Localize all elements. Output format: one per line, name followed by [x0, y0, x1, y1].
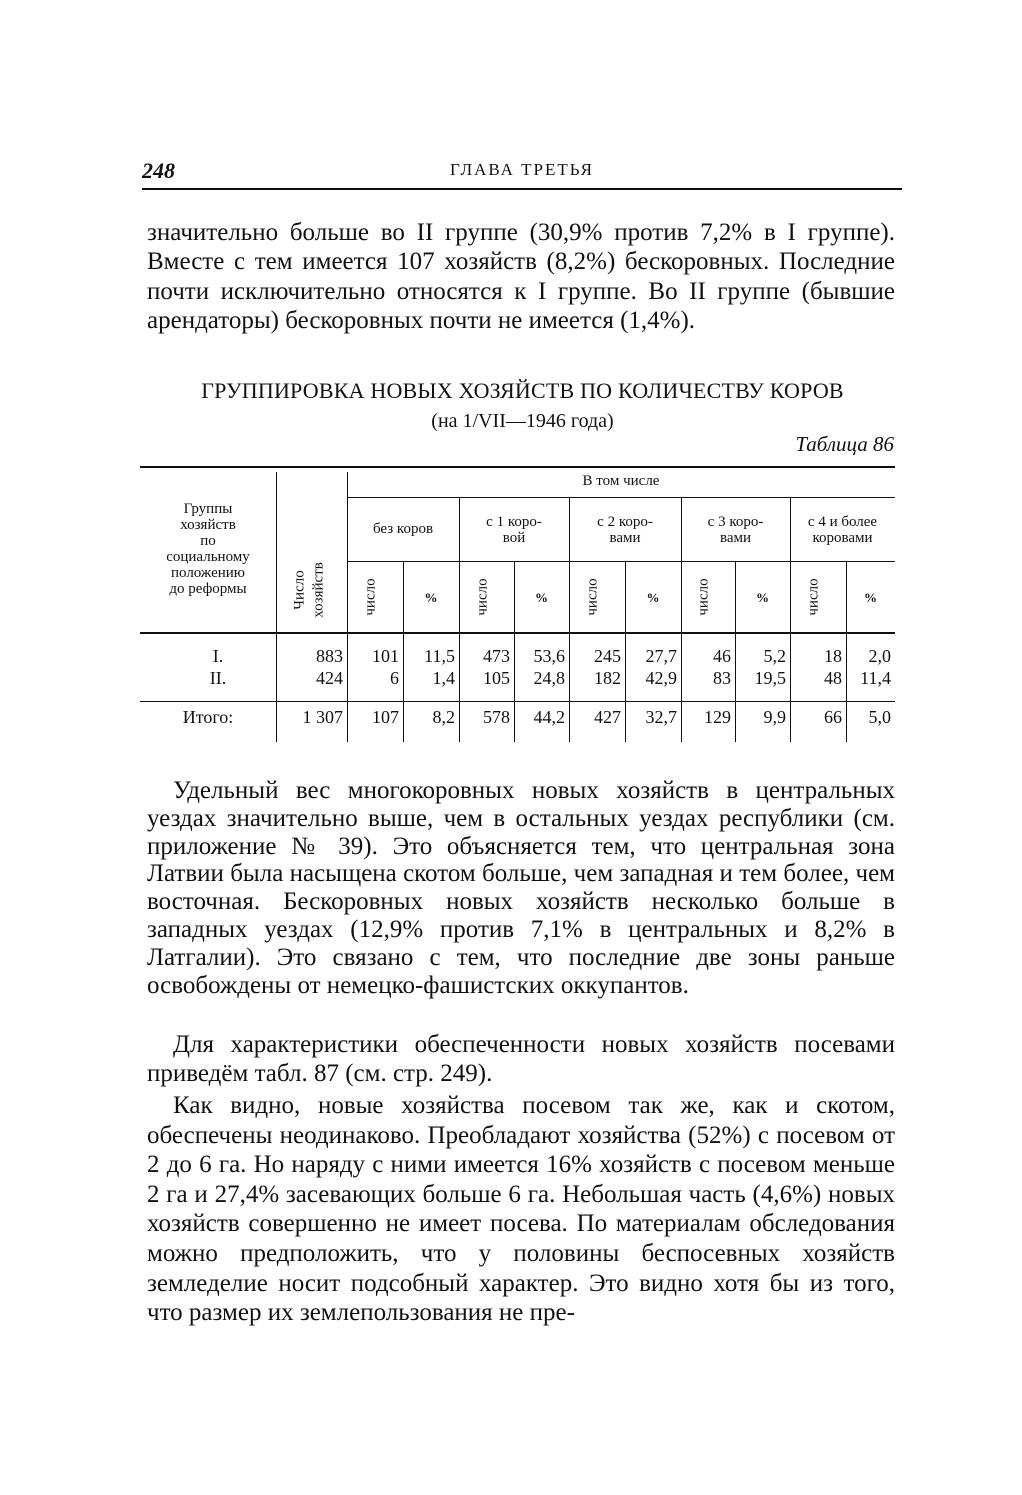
- paragraph-regional-share: Удельный вес многокоровных новых хозяйств в центральных уездах значительно выше, чем в остальных уездах республики (см. приложение № 39). Это объясняется тем, что центральная зона Латвии была насыщена скотом больше, чем западная и тем более, чем восточная. Бескоровных новых хозяйств несколько больше в западных уездах (12,9% против 7,1% в центральных и 8,2% в Латгалии). Это связано с тем, что последние две зоны раньше освобождены от немецко-фашистских оккупантов.: [147, 777, 895, 999]
- row-group-label: II.: [209, 668, 227, 688]
- total-row-label: Итого:: [182, 707, 234, 727]
- row-header-line: по: [200, 533, 216, 549]
- percent-cell: 5,0: [868, 707, 891, 727]
- total-households-cell: 1 307: [302, 707, 343, 727]
- header-bottom-rule: [140, 632, 895, 634]
- paragraph-sowing-intro: Для характеристики обеспеченности новых хозяйств посевами приведём табл. 87 (см. стр. 249).: [147, 1031, 895, 1088]
- count-header-line: Число: [291, 570, 308, 610]
- number-subheader: число: [362, 578, 379, 616]
- percent-subheader: %: [535, 590, 548, 605]
- group-header: с 2 коро-: [597, 514, 653, 530]
- count-cell: 105: [483, 668, 510, 688]
- paragraph-intro: значительно больше во II группе (30,9% против 7,2% в I группе). Вместе с тем имеется 107 хозяйств (8,2%) бескоровных. Последние почти исключительно относятся к I группе. Во II группе (бывшие арендаторы) бескоровных почти не имеется (1,4%).: [147, 219, 895, 334]
- table-date: (на 1/VII—1946 года): [431, 410, 614, 432]
- count-cell: 245: [594, 646, 621, 666]
- percent-cell: 44,2: [533, 707, 565, 727]
- paragraph-sowing-analysis: Как видно, новые хозяйства посевом так же, как и скотом, обеспечены неодинаково. Преобладают хозяйства (52%) с посевом от 2 до 6 га. Но наряду с ними имеется 16% хозяйств с посевом меньше 2 га и 27,4% засевающих больше 6 га. Небольшая часть (4,6%) новых хозяйств совершенно не имеет посева. По материалам обследования можно предположить, что у половины беспосевных хозяйств земледелие носит подсобный характер. Это видно хотя бы из того, что размер их землепользования не пре-: [147, 1092, 895, 1327]
- count-cell: 473: [483, 646, 510, 666]
- group-header-rule: [347, 561, 895, 562]
- count-header-line: хозяйств: [310, 562, 327, 618]
- percent-subheader: %: [864, 590, 877, 605]
- row-group-label: I.: [212, 646, 224, 666]
- group-header: с 4 и более: [807, 514, 878, 530]
- count-cell: 66: [824, 707, 842, 727]
- percent-cell: 24,8: [533, 668, 565, 688]
- percent-cell: 19,5: [754, 668, 786, 688]
- percent-subheader: %: [646, 590, 660, 605]
- count-cell: 107: [372, 707, 399, 727]
- total-households-cell: 424: [316, 668, 343, 688]
- percent-cell: 53,6: [533, 646, 565, 666]
- percent-cell: 8,2: [432, 707, 455, 727]
- running-head: [142, 158, 902, 190]
- group-header: с 1 коро-: [486, 514, 542, 530]
- total-separator-rule: [140, 701, 895, 702]
- count-cell: 129: [704, 707, 731, 727]
- count-cell: 427: [594, 707, 621, 727]
- count-col-right-rule: [347, 472, 348, 742]
- group-header: вами: [719, 530, 752, 546]
- percent-subheader: %: [756, 590, 769, 605]
- group-header: с 3 коро-: [707, 514, 764, 530]
- span-header: В том числе: [582, 473, 660, 489]
- count-cell: 6: [390, 668, 399, 688]
- page-number: 248: [142, 158, 175, 183]
- count-cell: 83: [713, 668, 731, 688]
- group-header: без коров: [372, 521, 434, 537]
- row-header-line: Группы: [183, 501, 233, 517]
- percent-cell: 11,4: [860, 668, 891, 688]
- table-title: ГРУППИРОВКА НОВЫХ ХОЗЯЙСТВ ПО КОЛИЧЕСТВУ КОРОВ: [201, 378, 844, 403]
- row-header-line: социальному: [166, 549, 250, 565]
- span-header-rule: [347, 497, 895, 498]
- count-col-left-rule: [276, 472, 277, 742]
- count-cell: 182: [594, 668, 621, 688]
- table-label: Таблица 86: [795, 432, 894, 456]
- group-header: вами: [609, 530, 641, 546]
- group-header: вой: [502, 530, 526, 546]
- count-cell: 46: [713, 646, 731, 666]
- number-subheader: число: [584, 578, 601, 616]
- percent-cell: 42,9: [645, 668, 677, 688]
- row-header-line: хозяйств: [180, 517, 236, 533]
- percent-cell: 5,2: [763, 646, 786, 666]
- percent-cell: 2,0: [868, 646, 891, 666]
- chapter-title: ГЛАВА ТРЕТЬЯ: [450, 160, 594, 179]
- row-header-line: положению: [170, 565, 246, 581]
- count-cell: 18: [824, 646, 842, 666]
- total-households-cell: 883: [316, 646, 343, 666]
- count-cell: 578: [483, 707, 510, 727]
- table-top-rule: [140, 466, 895, 468]
- percent-cell: 11,5: [424, 646, 455, 666]
- count-cell: 48: [824, 668, 842, 688]
- number-subheader: число: [474, 578, 490, 616]
- number-subheader: число: [805, 578, 822, 616]
- percent-cell: 1,4: [432, 668, 455, 688]
- percent-cell: 27,7: [645, 646, 677, 666]
- percent-subheader: %: [424, 590, 438, 605]
- number-subheader: число: [695, 578, 712, 616]
- percent-cell: 32,7: [645, 707, 677, 727]
- group-header: коровами: [812, 530, 873, 546]
- percent-cell: 9,9: [763, 707, 786, 727]
- count-cell: 101: [372, 646, 399, 666]
- row-header-line: до реформы: [169, 581, 247, 597]
